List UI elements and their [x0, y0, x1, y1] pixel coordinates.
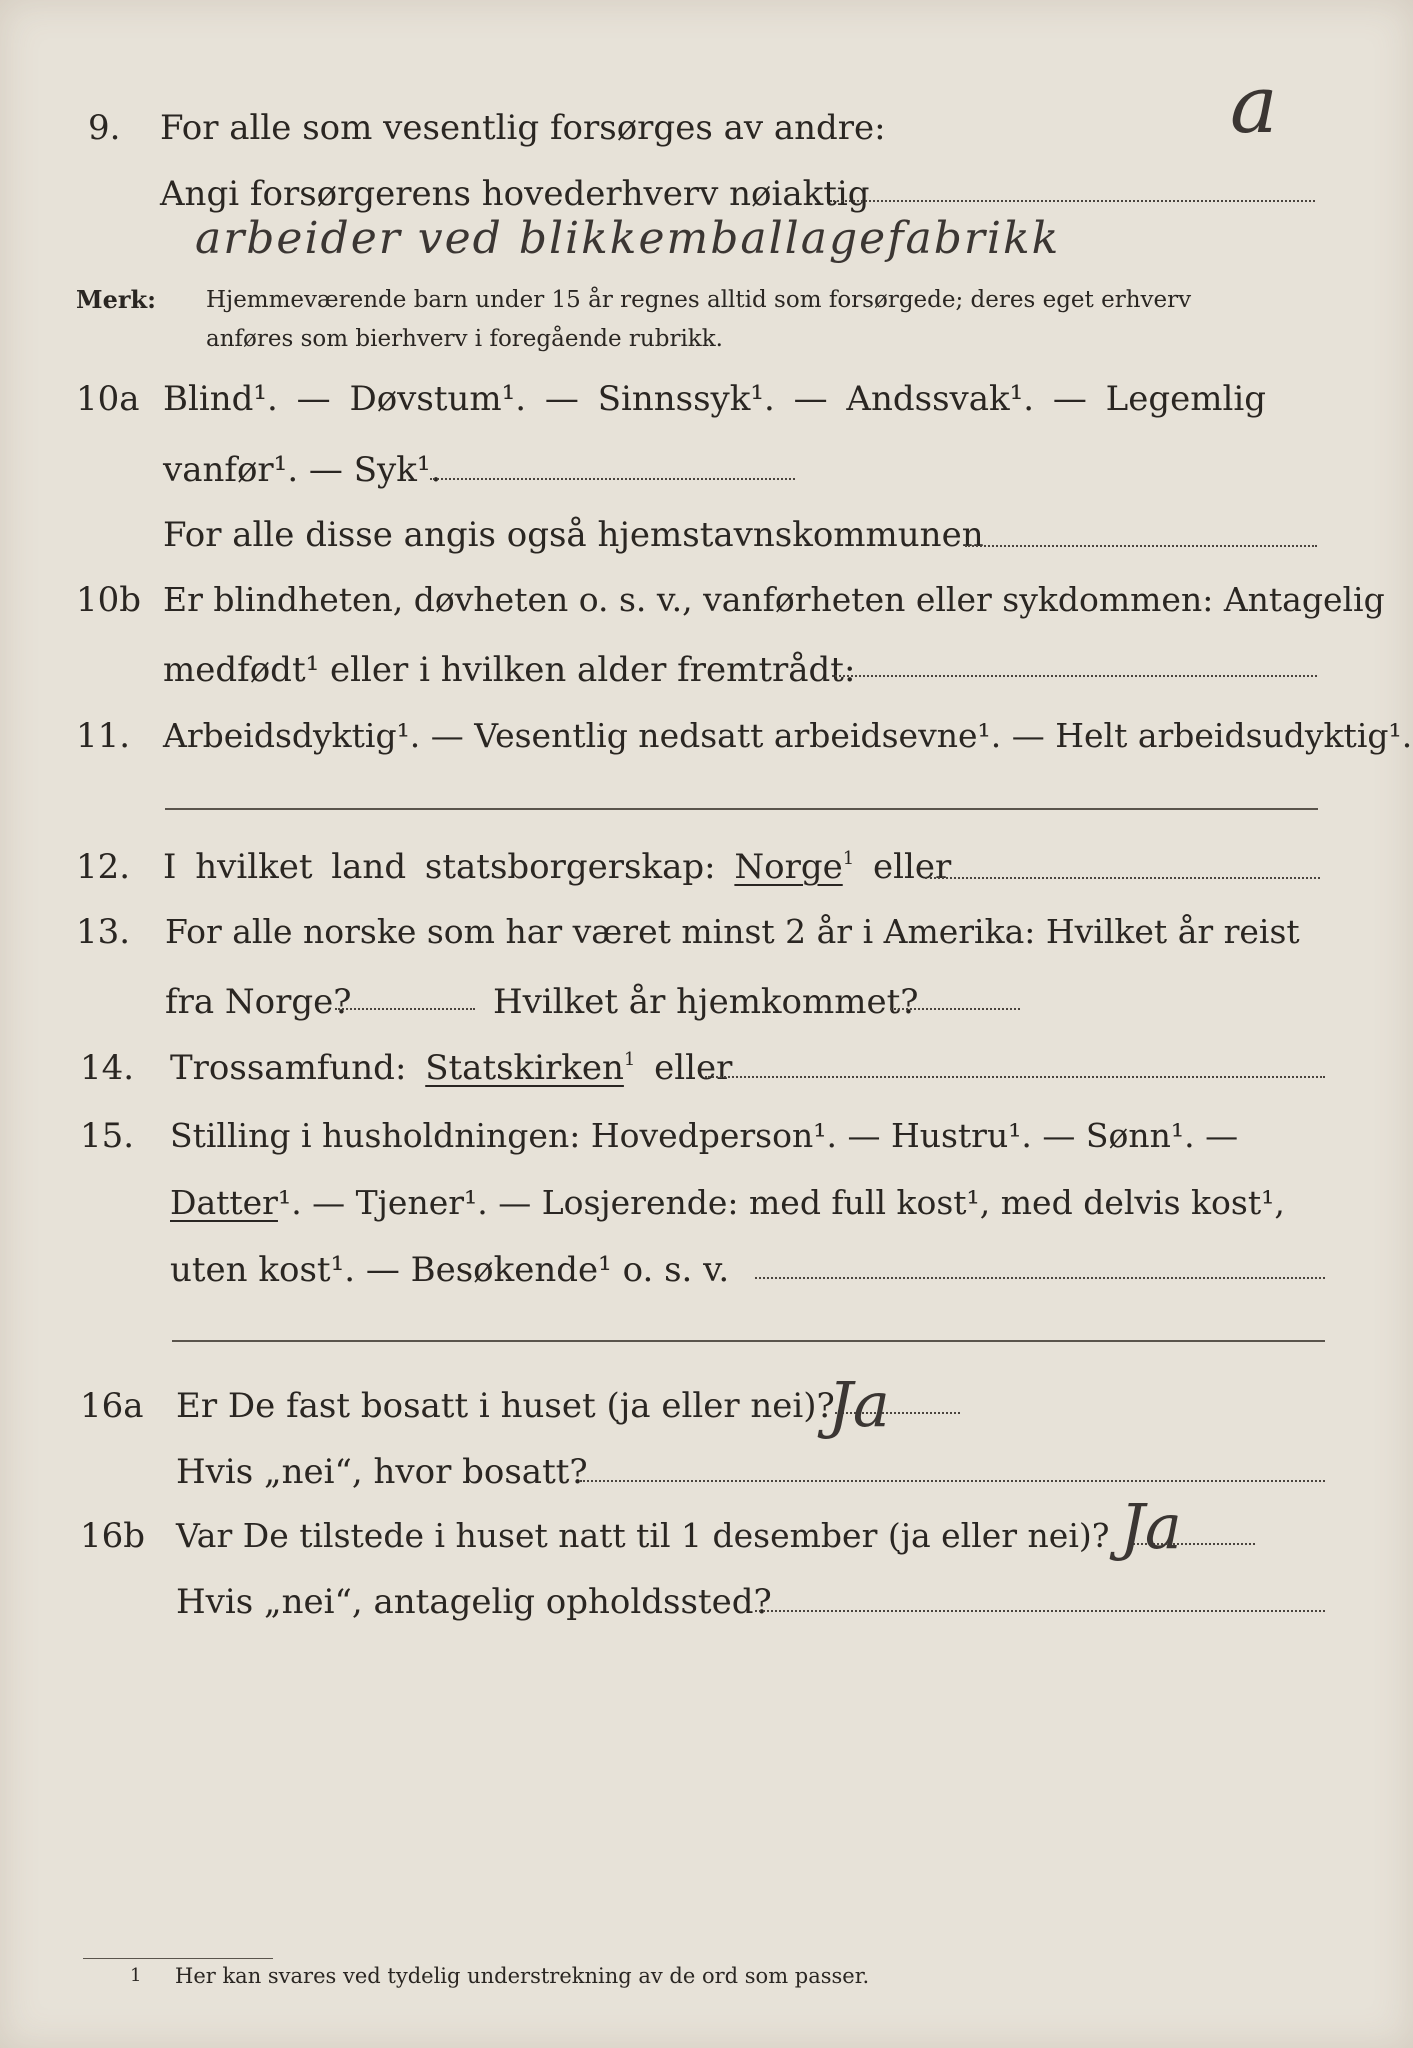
q10a-number: 10a — [76, 379, 140, 419]
q12-norge-underlined: Norge — [734, 847, 843, 887]
q12-fill-line — [925, 877, 1320, 879]
q15-number: 15. — [80, 1116, 135, 1156]
q14-line — [170, 1046, 732, 1090]
margin-handwritten-mark: a — [1230, 58, 1278, 151]
q14-number: 14. — [80, 1048, 135, 1088]
footnote-text: Her kan svares ved tydelig understrekning av de ord som passer. — [175, 1964, 870, 1988]
q16b-handwritten-answer: Ja — [1120, 1490, 1182, 1563]
q13-line1: For alle norske som har været minst 2 år i Amerika: Hvilket år reist — [165, 912, 1300, 951]
q15-line2 — [170, 1181, 1285, 1225]
q9-number: 9. — [88, 108, 121, 148]
q10b-number: 10b — [76, 580, 142, 620]
q14-footnote-mark: 1 — [623, 1049, 636, 1070]
note-label: Merk: — [76, 285, 156, 314]
q15-fill-line-2 — [172, 1340, 1325, 1342]
q14-fill-line — [705, 1076, 1325, 1078]
q15-line2-rest: ¹. — Tjener¹. — Losjerende: med full kost¹, med delvis kost¹, — [277, 1183, 1285, 1222]
note-line1: Hjemmeværende barn under 15 år regnes alltid som forsørgede; deres eget erhverv — [206, 287, 1192, 313]
q15-line3: uten kost¹. — Besøkende¹ o. s. v. — [170, 1250, 730, 1290]
q10a-line3: For alle disse angis også hjemstavnskommunen — [163, 515, 984, 555]
q14-eller: eller — [654, 1048, 733, 1088]
q11-fill-line — [165, 808, 1318, 810]
q13-fill-line-2 — [890, 1008, 1020, 1010]
q16a-line1: Er De fast bosatt i huset (ja eller nei)? — [176, 1386, 835, 1426]
q16a-line2: Hvis „nei“, hvor bosatt? — [176, 1452, 588, 1492]
q10a-line1: Blind¹. — Døvstum¹. — Sinnssyk¹. — Andssvak¹. — Legemlig — [163, 379, 1266, 419]
q13-fill-line-1 — [335, 1008, 475, 1010]
q13-number: 13. — [76, 912, 131, 952]
q16b-number: 16b — [80, 1516, 146, 1556]
q16a-number: 16a — [80, 1386, 144, 1426]
q12-question: I hvilket land statsborgerskap: — [163, 847, 716, 887]
q10b-line1: Er blindheten, døvheten o. s. v., vanførheten eller sykdommen: Antagelig — [163, 580, 1385, 619]
q12-number: 12. — [76, 847, 131, 887]
q11-line1: Arbeidsdyktig¹. — Vesentlig nedsatt arbeidsevne¹. — Helt arbeidsudyktig¹. — [163, 716, 1413, 755]
q16a-handwritten-answer: Ja — [828, 1368, 890, 1441]
q14-question: Trossamfund: — [170, 1048, 407, 1088]
q16b-line1: Var De tilstede i huset natt til 1 desember (ja eller nei)? — [176, 1516, 1110, 1555]
q13-line2a: fra Norge? — [165, 982, 352, 1022]
q12-line — [163, 845, 951, 889]
note-line2: anføres som bierhverv i foregående rubrikk. — [206, 326, 723, 352]
q9-line1: For alle som vesentlig forsørges av andre: — [160, 108, 886, 148]
q12-footnote-mark: 1 — [842, 848, 855, 869]
q10a-fill-line-2 — [965, 545, 1317, 547]
q9-fill-line — [830, 200, 1315, 202]
q10a-line2: vanfør¹. — Syk¹. — [163, 450, 442, 490]
q14-statskirken-underlined: Statskirken — [425, 1048, 624, 1088]
footnote-mark: 1 — [130, 1965, 142, 1986]
q9-line2: Angi forsørgerens hovederhverv nøiaktig — [160, 174, 870, 214]
q13-line2b: Hvilket år hjemkommet? — [493, 982, 919, 1022]
q12-eller: eller — [873, 847, 952, 887]
q9-handwritten-answer: arbeider ved blikkemballagefabrikk — [195, 213, 1061, 264]
q15-fill-line-1 — [755, 1277, 1325, 1279]
q16b-line2: Hvis „nei“, antagelig opholdssted? — [176, 1582, 772, 1622]
q16b-fill-line-2 — [755, 1610, 1325, 1612]
q10a-fill-line-1 — [430, 478, 795, 480]
q10b-line2: medfødt¹ eller i hvilken alder fremtrådt: — [163, 650, 856, 690]
q15-line1: Stilling i husholdningen: Hovedperson¹. — Hustru¹. — Sønn¹. — — [170, 1116, 1239, 1155]
q15-datter-underlined: Datter — [170, 1183, 278, 1222]
q10b-fill-line — [832, 675, 1317, 677]
q16a-fill-line-2 — [580, 1480, 1325, 1482]
q11-number: 11. — [76, 716, 131, 756]
